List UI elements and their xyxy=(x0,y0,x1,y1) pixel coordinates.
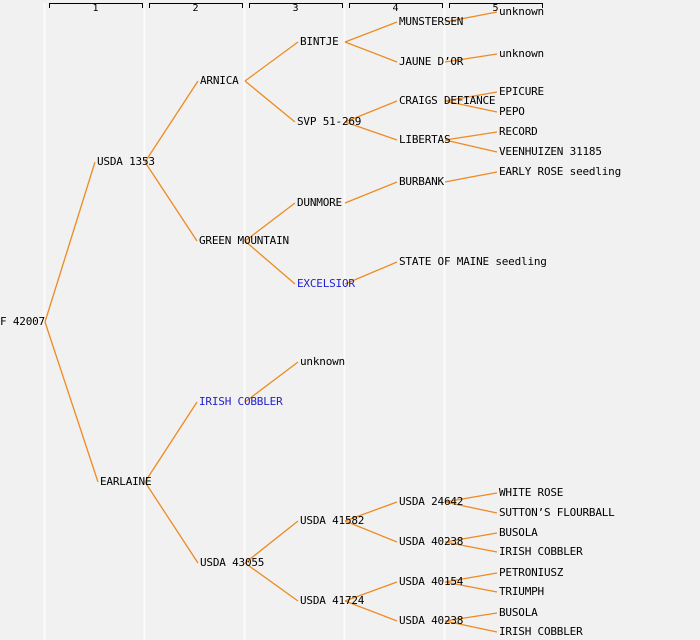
pedigree-edge xyxy=(345,22,397,42)
pedigree-node-whiterose: WHITE ROSE xyxy=(499,486,564,499)
pedigree-edge xyxy=(445,140,497,152)
pedigree-edge xyxy=(445,172,497,182)
pedigree-edge xyxy=(145,402,197,482)
pedigree-node-stateofmaine: STATE OF MAINE seedling xyxy=(399,255,547,268)
pedigree-node-irishcob5a: IRISH COBBLER xyxy=(499,545,583,558)
pedigree-edge xyxy=(45,162,95,322)
pedigree-node-dunmore: DUNMORE xyxy=(297,196,342,209)
pedigree-node-busola2: BUSOLA xyxy=(499,606,538,619)
pedigree-node-bintje: BINTJE xyxy=(300,35,339,48)
pedigree-node-munstersen: MUNSTERSEN xyxy=(399,15,464,28)
pedigree-node-pepo: PEPO xyxy=(499,105,525,118)
pedigree-node-craigsdef: CRAIGS DEFIANCE xyxy=(399,94,496,107)
pedigree-edge xyxy=(345,42,397,62)
pedigree-node-unknown3: unknown xyxy=(300,355,345,368)
pedigree-node-epicure: EPICURE xyxy=(499,85,544,98)
pedigree-node-greenmtn: GREEN MOUNTAIN xyxy=(199,234,289,247)
pedigree-node-irishcob5b: IRISH COBBLER xyxy=(499,625,583,638)
pedigree-node-root: F 42007 xyxy=(0,315,45,328)
pedigree-node-burbank: BURBANK xyxy=(399,175,444,188)
pedigree-node-svp51269: SVP 51-269 xyxy=(297,115,362,128)
pedigree-node-veenhuizen: VEENHUIZEN 31185 xyxy=(499,145,602,158)
pedigree-edge xyxy=(445,132,497,140)
pedigree-node-usda43055: USDA 43055 xyxy=(200,556,265,569)
pedigree-node-petroniusz: PETRONIUSZ xyxy=(499,566,564,579)
pedigree-node-usda41582: USDA 41582 xyxy=(300,514,365,527)
generation-number-1: 1 xyxy=(92,3,99,14)
pedigree-node-busola1: BUSOLA xyxy=(499,526,538,539)
pedigree-node-usda40154: USDA 40154 xyxy=(399,575,464,588)
pedigree-node-jaunedor: JAUNE D’OR xyxy=(399,55,464,68)
pedigree-node-irishcob2[interactable]: IRISH COBBLER xyxy=(199,395,283,408)
pedigree-edge xyxy=(145,81,198,162)
pedigree-node-usda40238b: USDA 40238 xyxy=(399,614,464,627)
pedigree-node-unknown5b: unknown xyxy=(499,47,544,60)
pedigree-node-usda1353: USDA 1353 xyxy=(97,155,155,168)
pedigree-node-earlaine: EARLAINE xyxy=(100,475,152,488)
pedigree-node-earlyrose: EARLY ROSE seedling xyxy=(499,165,622,178)
pedigree-edge xyxy=(145,162,197,241)
pedigree-node-unknown5a: unknown xyxy=(499,5,544,18)
pedigree-node-excelsior[interactable]: EXCELSIOR xyxy=(297,277,355,290)
pedigree-node-usda40238a: USDA 40238 xyxy=(399,535,464,548)
pedigree-edge xyxy=(45,322,98,482)
generation-number-3: 3 xyxy=(292,3,299,14)
pedigree-node-usda24642: USDA 24642 xyxy=(399,495,464,508)
generation-number-4: 4 xyxy=(392,3,399,14)
pedigree-edge xyxy=(245,42,298,81)
pedigree-edge xyxy=(145,482,198,563)
pedigree-node-libertas: LIBERTAS xyxy=(399,133,451,146)
pedigree-node-record: RECORD xyxy=(499,125,538,138)
pedigree-node-triumph: TRIUMPH xyxy=(499,585,544,598)
generation-number-5: 5 xyxy=(492,3,499,14)
generation-number-2: 2 xyxy=(192,3,199,14)
pedigree-edge xyxy=(245,241,295,284)
pedigree-edge xyxy=(345,182,397,203)
pedigree-node-suttons: SUTTON’S FLOURBALL xyxy=(499,506,615,519)
pedigree-edge xyxy=(245,81,295,122)
pedigree-node-arnica: ARNICA xyxy=(200,74,239,87)
pedigree-node-usda41724: USDA 41724 xyxy=(300,594,365,607)
